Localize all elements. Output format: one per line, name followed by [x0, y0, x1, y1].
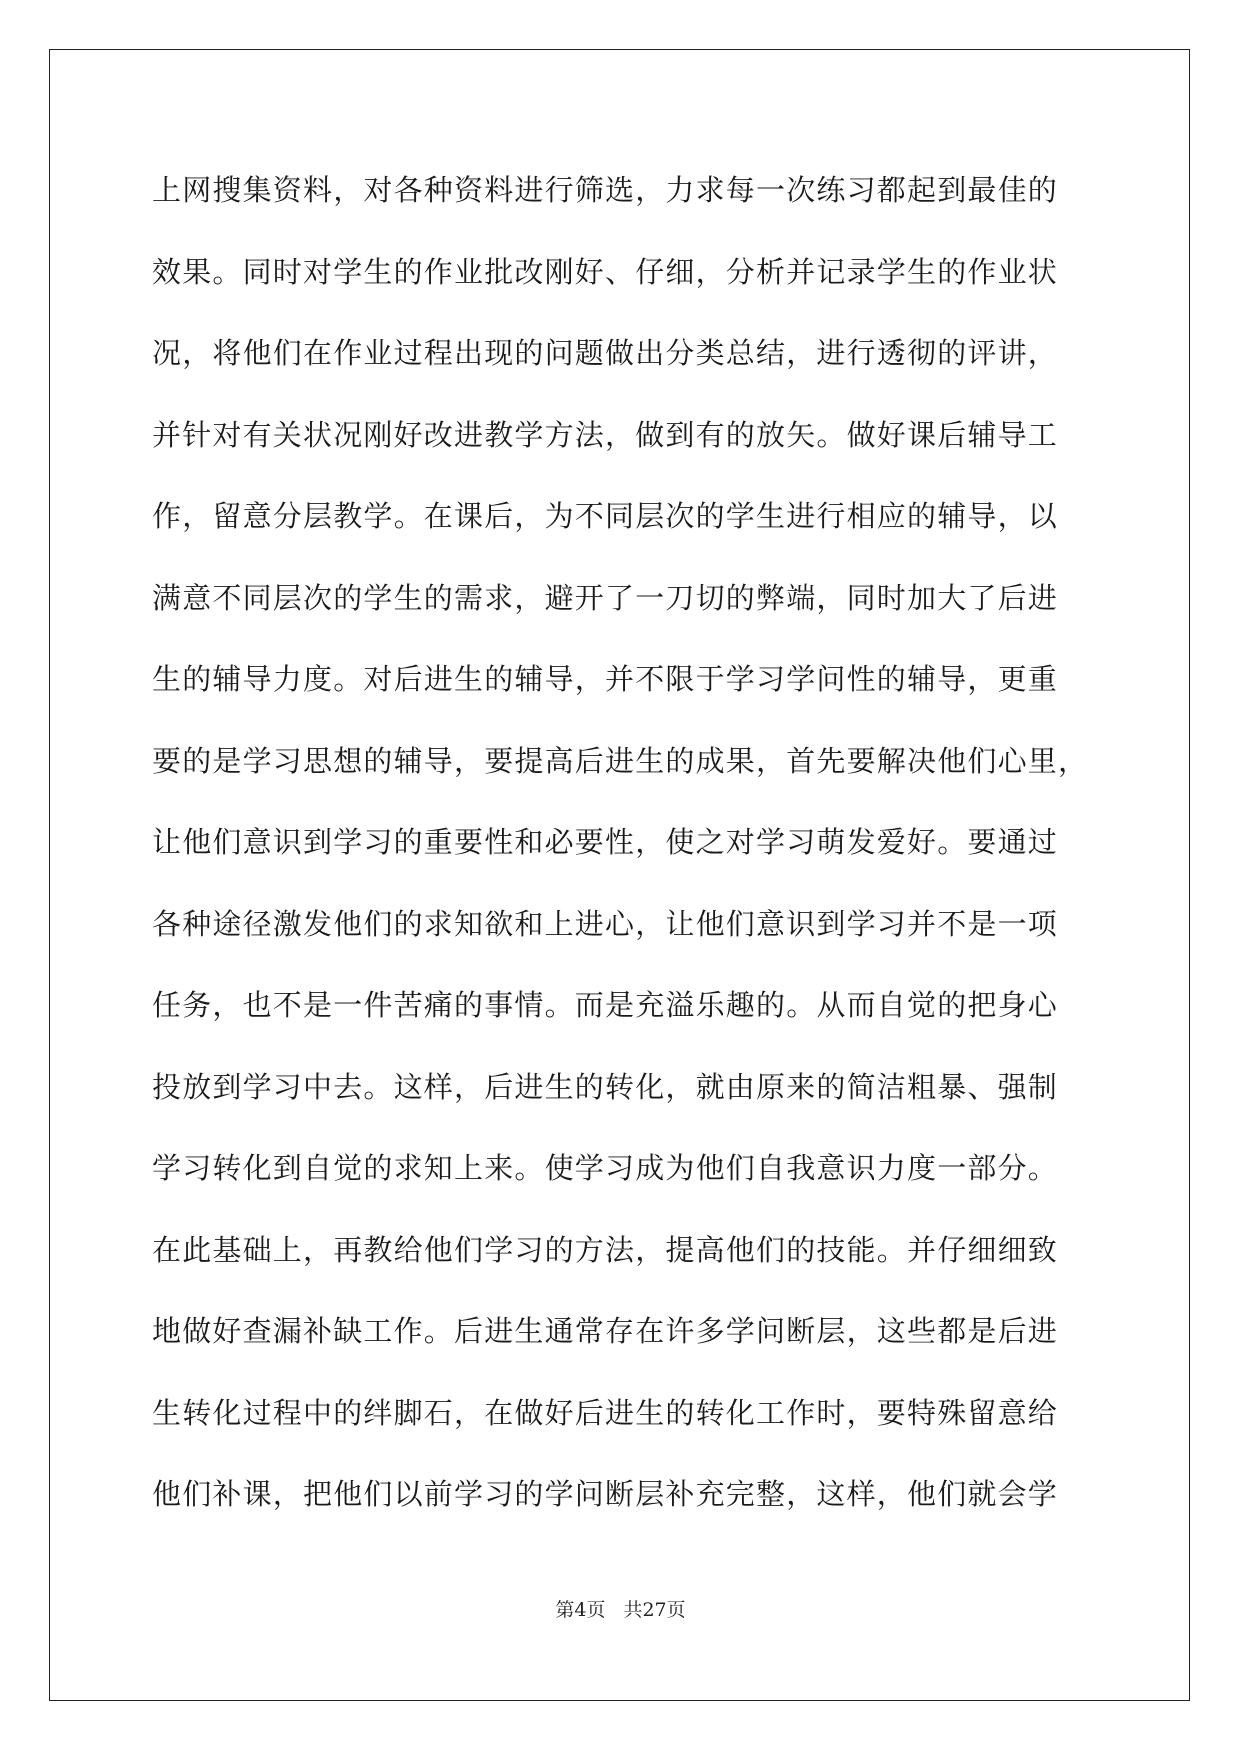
text-line: 各种途径激发他们的求知欲和上进心，让他们意识到学习并不是一项: [152, 906, 1059, 941]
text-line: 地做好查漏补缺工作。后进生通常存在许多学问断层，这些都是后进: [152, 1314, 1059, 1348]
text-line: 让他们意识到学习的重要性和必要性，使之对学习萌发爱好。要通过: [152, 825, 1059, 859]
text-line: 满意不同层次的学生的需求，避开了一刀切的弊端，同时加大了后进: [152, 580, 1059, 615]
text-line: 生的辅导力度。对后进生的辅导，并不限于学习学问性的辅导，更重: [152, 662, 1059, 696]
text-line: 效果。同时对学生的作业批改刚好、仔细，分析并记录学生的作业状: [152, 254, 1059, 289]
total-pages-count: 共27页: [623, 1599, 686, 1621]
body-text: [152, 160, 1092, 1546]
text-line: 上网搜集资料，对各种资料进行筛选，力求每一次练习都起到最佳的: [152, 173, 1059, 207]
text-line: 并针对有关状况刚好改进教学方法，做到有的放矢。做好课后辅导工: [152, 417, 1059, 452]
text-line: 他们补课，把他们以前学习的学问断层补充完整，这样，他们就会学: [152, 1477, 1059, 1511]
text-line: 况，将他们在作业过程出现的问题做出分类总结，进行透彻的评讲，: [152, 336, 1059, 370]
text-line: 投放到学习中去。这样，后进生的转化，就由原来的简洁粗暴、强制: [152, 1069, 1059, 1104]
text-line: 生转化过程中的绊脚石，在做好后进生的转化工作时，要特殊留意给: [152, 1395, 1059, 1430]
text-line: 要的是学习思想的辅导，要提高后进生的成果，首先要解决他们心里，: [152, 743, 1089, 778]
text-line: 在此基础上，再教给他们学习的方法，提高他们的技能。并仔细细致: [152, 1232, 1059, 1267]
page-footer: [0, 1598, 1241, 1622]
text-line: 任务，也不是一件苦痛的事情。而是充溢乐趣的。从而自觉的把身心: [152, 988, 1059, 1022]
text-line: 作，留意分层教学。在课后，为不同层次的学生进行相应的辅导，以: [152, 499, 1059, 533]
text-line: 学习转化到自觉的求知上来。使学习成为他们自我意识力度一部分。: [152, 1151, 1059, 1185]
current-page-number: 第4页: [555, 1599, 606, 1621]
